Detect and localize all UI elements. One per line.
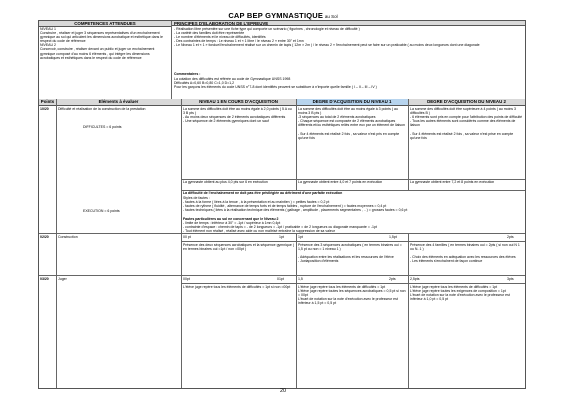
exec-fault-types: Styles de fautes : - fautes à la forme ( liées à la tenue , à la présentation et au maintien ) = petites fautes = 0,2 pt - fautes de rythme ( fluidité , alternance de temps forts et de temps faibles , rupture de l'enchaînement ) = fautes moyennes = 0,4 pt - fautes techniques ( liées à la réalisation technique des éléments ( galbage , amplitude , placements segmentaires , .. ) = grosses fautes = 0,6 pt xyxy=(183,196,408,213)
row1-difficultes: DIFFICULTES = 6 points xyxy=(83,125,122,129)
page-number: 20 xyxy=(279,388,287,394)
row2-col1-ptb: 1pt xyxy=(279,235,284,239)
principes-text: - Réalisation libre présentée sur une fiche type qui comporte un scénario ( figurines , chronologie et niveau de difficulté ) - La variété des familles doit être représentée - Le nombre d'éléments et le niveau de difficultés, identifiés - Des contraintes de temps : Le niveau 1 et « 1 libre / le niveau 2 » entre 30" et 1mn - Le Niveau 1 et « 1 » fondue/l'enchaînement réalisé sur un chemin de tapis ( 12m × 2m ) / le niveau 2 « l'enchaînement peut se faire sur un praticable ( au moins deux longueurs dont une diagonale xyxy=(174,27,480,48)
title-main: CAP BEP GYMNASTIQUE xyxy=(228,11,324,20)
row3-col2-pt: 1,5 xyxy=(298,277,303,281)
row1-col3: La somme des difficultés doit être supérieure à 4 points ( au moins 3 difficultés B ) - 6 éléments sont pris en compte pour l'attribution des points de difficulté - Tous les autres éléments sont considérés comme des éléments de liaison - Sur 4 éléments est réalisé 2 fois , sa valeur n'est prise en compte qu'une fois xyxy=(410,107,523,140)
row2-col2: Présence des 3 séquences acrobatiques ( en termes binaires oui = 1,5 pt ou non = 1 niveau 1 ) - Adéquation entre les réalisations et les ressources de l'élève - Juxtaposition d'éléments xyxy=(298,243,402,264)
col-points: Points xyxy=(40,99,55,104)
row3-col1-pt: 00pt xyxy=(183,277,190,281)
divider xyxy=(181,283,525,284)
row2-col3-pt: 2pts xyxy=(507,235,514,239)
divider xyxy=(39,233,525,234)
divider xyxy=(56,99,57,388)
row3-col1-ptb: 01pt xyxy=(277,277,284,281)
row2-col1-pt: 00 pt xyxy=(183,235,191,239)
exec-level2-faults: - limite de temps : inférieur à 30" = -1pt / supérieur à 1mn 0,4pt - contrainte d'espace : chemin de tapis = - de 2 longueurs = -1pt / praticable = de 2 longueurs ou diagonale manquante = -1pt - Tout élément non réalisé , réalisé avec aide ou non maîtrisé entraîne la suppression de sa valeur xyxy=(183,221,377,233)
col-elements: Eléments à évaluer xyxy=(56,99,181,106)
row2-col2-pt: 1pt xyxy=(298,235,303,239)
assessment-table xyxy=(38,20,526,389)
principes-header: PRINCIPES D'ELABORATION DE L'EPREUVE xyxy=(171,21,525,26)
row3-col1: L'élève juge repère tous les éléments de difficultés = 1pt si non =00pt xyxy=(183,285,291,289)
row1-exec-n1a: La gymnaste obtient entre 4,0 et 7 points en exécution xyxy=(298,180,383,184)
row1-col1: La somme des difficultés doit être au moins égale à 2,0 points ( 5 A ou 3 B pts ) - Au moins deux séquences de 2 éléments acrobatiques différents - Une séquence de 2 éléments gymniques dont un sauf xyxy=(183,107,292,124)
exec-level2-title: Fautes particulières au sol ne concernant que le Niveau 2 xyxy=(183,217,279,221)
row3-col3: L'élève juge repère tous les éléments de difficultés = 1pt L'élève juge repère toutes les exigences de composition = 1pt L'écart de notation sur la note d'exécution avec le professeur est inférieur à 1,0 pt = 0,5 pt xyxy=(410,285,510,302)
row2-col2-ptb: 1,5pt xyxy=(389,235,397,239)
divider xyxy=(39,275,525,276)
row3-col3-pt: 2,5pts xyxy=(410,277,420,281)
row2-col3: Présence des 4 familles ( en termes binaires oui = 2pts ( si non oui N 1 ou N- 1 ) - Choix des éléments en adéquation avec les ressources des élèves - Les éléments s'enchaînent de façon continue xyxy=(410,243,520,264)
row2-points: 02/20 xyxy=(40,235,49,239)
title-sub: au Sol xyxy=(324,14,338,19)
row1-execution: EXECUTION = 6 points xyxy=(83,209,120,213)
divider xyxy=(296,233,297,388)
divider xyxy=(181,99,182,388)
page-title xyxy=(0,12,566,20)
exec-bold-rule: La difficulté de l'enchaînement ne doit pas être privilégiée au détriment d'une parfaite exécution xyxy=(183,191,343,195)
row1-col2: La somme des difficultés doit être au moins égale à 3 points ( au moins 3 B pts ) -3 séquences au total de 2 éléments acrobatiques - Chaque séquence est composée de 2 éléments acrobatiques différents et/ou esthétiques reliés entre eux par un élément de liaison - Sur 4 éléments est réalisé 2 fois , sa valeur n'est pris en compte qu'une fois xyxy=(298,107,405,140)
divider xyxy=(171,21,172,99)
commentaires-text: La cotation des difficultés est référée au code de Gymnastique UNSS 1998 Difficultés A=0,60 B=0,80 C=1,0 D=1,2 Pour les garçons les éléments du code UNSS n°7-8 dont identifiés peuvent se substituer à n'importe quelle famille ( I – II – III – IV ) xyxy=(174,77,377,90)
competences-text: NIVEAU 1 Construire , réaliser et juger 3 séquences représentatives d'un enchaînement gymnique au sol qui articulent les dimensions acrobatique et esthétique dans le respect du code de référence NIVEAU 2 Concevoir, construire , réaliser devant un public et juger un enchaînement gymnique composé d'au moins 6 éléments , qui intègre les dimensions acrobatiques et esthétiques dans le respect du code de référence xyxy=(40,27,163,60)
row3-col2-ptb: 2pts xyxy=(389,277,396,281)
row1-points: 10/20 xyxy=(40,107,49,111)
row3-col2: L'élève juge repère tous les éléments de difficultés = 1pt L'élève juge repère toutes les séquences acrobatiques = 0,5 pt si non = 00pt L'écart de notation sur la note d'exécution avec le professeur est inférieur à 1,5 pt = 0,5 pt xyxy=(298,285,406,306)
divider xyxy=(181,241,525,242)
row3-label: Juger xyxy=(58,277,67,281)
divider xyxy=(408,233,409,388)
row3-col3-ptb: 3pts xyxy=(507,277,514,281)
divider xyxy=(296,99,297,190)
row2-col1: Présence des deux séquences acrobatiques et la séquence gymnique ( en termes binaires oui =1pt / non =00pt ) xyxy=(183,243,294,252)
commentaires-title: Commentaires : xyxy=(174,72,201,76)
col-niveau1-acq: DEGRE D'ACQUISITION DU NIVEAU 1 xyxy=(296,99,408,106)
divider xyxy=(408,99,409,190)
row1-exec-n1: La gymnaste obtient au plus 4,0 pts sur 6 en exécution xyxy=(183,180,268,184)
competences-header: COMPETENCES ATTENDUES xyxy=(39,21,171,27)
row3-points: 03/20 xyxy=(40,277,49,281)
row1-exec-n2a: La gymnaste obtient entre 7,2 et 8 points en exécution xyxy=(410,180,495,184)
row1-label: Difficulté et réalisation de la construction de la prestation xyxy=(58,107,146,111)
row2-label: Construction xyxy=(58,235,78,239)
col-niveau1-non: NIVEAU 1 EN COURS D'ACQUISITION xyxy=(181,99,296,106)
col-niveau2-acq: DEGRE D'ACQUISITION DU NIVEAU 2 xyxy=(408,99,525,106)
